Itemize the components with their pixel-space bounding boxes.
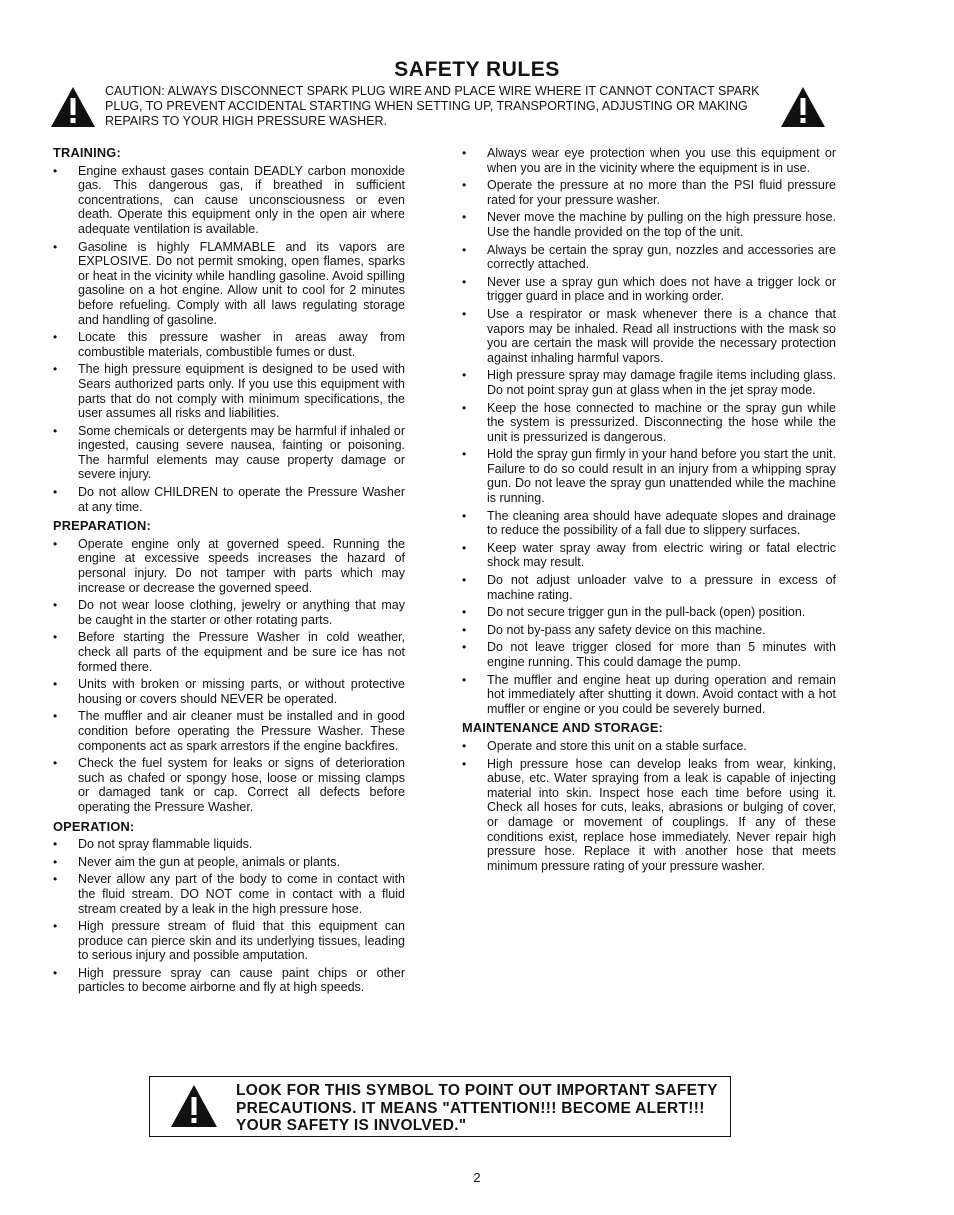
list-item-text: Operate engine only at governed speed. Running the engine at excessive speeds increases the hazard of personal injury. Do not tamper with parts which may increase or decrease the governed speed. <box>78 536 405 595</box>
notice-box <box>149 1076 731 1137</box>
list-item-text: Do not secure trigger gun in the pull-back (open) position. <box>487 605 806 620</box>
list-item <box>53 164 405 237</box>
bullet: • <box>462 178 467 193</box>
list-item <box>462 623 836 638</box>
bullet: • <box>53 919 58 934</box>
preparation-list <box>53 537 405 815</box>
list-item <box>462 640 836 669</box>
list-item <box>53 537 405 595</box>
bullet: • <box>462 274 467 289</box>
preparation-section <box>53 519 405 814</box>
list-item <box>462 178 836 207</box>
list-item-text: Do not adjust unloader valve to a pressure in excess of machine rating. <box>487 573 836 602</box>
list-item <box>53 330 405 359</box>
bullet: • <box>53 163 58 178</box>
caution-text: CAUTION: ALWAYS DISCONNECT SPARK PLUG WIRE AND PLACE WIRE WHERE IT CANNOT CONTACT SPARK PLUG, TO PREVENT ACCIDENTAL STARTING WHEN SETTING UP, TRANSPORTING, ADJUSTING OR MAKING REPAIRS TO YOUR HIGH PRESSURE WASHER. <box>105 84 760 128</box>
list-item <box>462 146 836 175</box>
list-item-text: The high pressure equipment is designed to be used with Sears authorized parts only. If you use this equipment with parts that do not comply with minimum specifications, the user assumes all risks and liabilities. <box>78 362 405 421</box>
warning-triangle-icon <box>170 1084 218 1128</box>
bullet: • <box>462 573 467 588</box>
list-item-text: Units with broken or missing parts, or without protective housing or covers should NEVER be operated. <box>78 677 405 706</box>
operation-continued-list <box>462 146 836 716</box>
maintenance-list <box>462 739 836 873</box>
list-item-text: The cleaning area should have adequate slopes and drainage to reduce the possibility of a fall due to slippery surfaces. <box>487 508 836 538</box>
bullet: • <box>462 672 467 687</box>
bullet: • <box>53 536 58 551</box>
bullet: • <box>462 605 467 620</box>
list-item-text: Engine exhaust gases contain DEADLY carbon monoxide gas. This dangerous gas, if breathed in sufficient concentrations, can cause unconsciousness or even death. Operate this equipment only in the open air where adequate ventilation is available. <box>78 163 405 236</box>
bullet: • <box>53 709 58 724</box>
list-item-text: The muffler and air cleaner must be installed and in good condition before operating the Pressure Washer. These components act as spark arrestors if the engine backfires. <box>78 709 405 753</box>
list-item-text: Never use a spray gun which does not have a trigger lock or trigger guard in place and in working order. <box>487 274 836 304</box>
list-item <box>462 673 836 717</box>
list-item-text: Never move the machine by pulling on the high pressure hose. Use the handle provided on the top of the unit. <box>487 210 836 239</box>
left-column <box>53 146 405 1000</box>
list-item-text: High pressure stream of fluid that this equipment can produce can pierce skin and its underlying tissues, leading to serious injury and possible amputation. <box>78 919 405 963</box>
list-item <box>462 210 836 239</box>
bullet: • <box>462 146 467 160</box>
warning-triangle-icon <box>780 86 826 128</box>
page-title: SAFETY RULES <box>394 58 560 81</box>
list-item-text: Use a respirator or mask whenever there is a chance that vapors may be inhaled. Read all instructions with the mask so you are certain the mask will provide the necessary protection against inhaling harmful vapors. <box>487 306 836 365</box>
list-item-text: Always be certain the spray gun, nozzles and accessories are correctly attached. <box>487 242 836 272</box>
bullet: • <box>53 630 58 645</box>
list-item <box>462 509 836 538</box>
maintenance-section <box>462 721 836 873</box>
bullet: • <box>53 872 58 887</box>
list-item-text: Gasoline is highly FLAMMABLE and its vapors are EXPLOSIVE. Do not permit smoking, open flames, sparks or heat in the vicinity while handling gasoline. Avoid spilling gasoline on a hot engine. Allow unit to cool for 2 minutes before refueling. Comply with all laws regulating storage and handling of gasoline. <box>78 239 405 327</box>
list-item-text: Do not by-pass any safety device on this machine. <box>487 622 766 637</box>
bullet: • <box>53 837 58 852</box>
bullet: • <box>462 400 467 415</box>
bullet: • <box>53 677 58 692</box>
bullet: • <box>462 242 467 257</box>
operation-heading: OPERATION: <box>53 818 135 834</box>
bullet: • <box>462 540 467 555</box>
list-item <box>53 966 405 995</box>
list-item-text: High pressure spray may damage fragile items including glass. Do not point spray gun at glass when in the jet spray mode. <box>487 368 836 397</box>
bullet: • <box>462 447 467 462</box>
list-item <box>53 485 405 514</box>
list-item-text: Hold the spray gun firmly in your hand before you start the unit. Failure to do so could result in an injury from a whipping spray gun. Do not leave the spray gun unattended while the machine is running. <box>487 447 836 506</box>
bullet: • <box>462 368 467 383</box>
list-item <box>462 243 836 272</box>
bullet: • <box>462 738 467 753</box>
list-item-text: Before starting the Pressure Washer in cold weather, check all parts of the equipment and be sure ice has not formed there. <box>78 630 405 674</box>
list-item <box>462 573 836 602</box>
list-item <box>53 362 405 420</box>
bullet: • <box>53 756 58 771</box>
list-item <box>462 605 836 620</box>
warning-triangle-icon <box>50 86 96 128</box>
list-item <box>53 837 405 852</box>
list-item <box>53 709 405 753</box>
list-item <box>462 541 836 570</box>
bullet: • <box>53 854 58 869</box>
bullet: • <box>53 330 58 345</box>
list-item <box>462 739 836 754</box>
list-item-text: Never aim the gun at people, animals or plants. <box>78 854 340 869</box>
bullet: • <box>462 756 467 771</box>
right-column <box>462 146 836 878</box>
list-item-text: Locate this pressure washer in areas away from combustible materials, combustible fumes or dust. <box>78 330 405 359</box>
list-item <box>53 630 405 674</box>
notice-text: LOOK FOR THIS SYMBOL TO POINT OUT IMPORTANT SAFETY PRECAUTIONS. IT MEANS "ATTENTION!!! BECOME ALERT!!! YOUR SAFETY IS INVOLVED." <box>236 1082 718 1134</box>
list-item <box>462 368 836 397</box>
training-list <box>53 164 405 515</box>
bullet: • <box>53 423 58 438</box>
bullet: • <box>53 598 58 613</box>
page-number: 2 <box>473 1170 481 1185</box>
operation-section <box>53 820 405 996</box>
list-item-text: Do not allow CHILDREN to operate the Pressure Washer at any time. <box>78 485 405 514</box>
list-item-text: The muffler and engine heat up during operation and remain hot immediately after shutting it down. Avoid contact with a hot muffler or engine or you could be severely burned. <box>487 672 836 716</box>
training-section <box>53 146 405 514</box>
list-item <box>53 677 405 706</box>
bullet: • <box>462 508 467 523</box>
list-item-text: High pressure spray can cause paint chips or other particles to become airborne and fly at high speeds. <box>78 965 405 995</box>
bullet: • <box>462 306 467 321</box>
list-item-text: Always wear eye protection when you use this equipment or when you are in the vicinity where the equipment is in use. <box>487 146 836 175</box>
list-item <box>53 919 405 963</box>
list-item <box>462 447 836 505</box>
list-item <box>462 307 836 365</box>
list-item-text: Never allow any part of the body to come in contact with the fluid stream. DO NOT come in contact with a fluid stream created by a leak in the high pressure hose. <box>78 872 405 916</box>
list-item <box>53 872 405 916</box>
list-item <box>462 401 836 445</box>
list-item <box>53 598 405 627</box>
list-item <box>53 756 405 814</box>
list-item-text: Some chemicals or detergents may be harmful if inhaled or ingested, causing severe nausea, fainting or poisoning. The harmful elements may cause property damage or severe injury. <box>78 423 405 482</box>
list-item <box>53 424 405 482</box>
bullet: • <box>53 485 58 500</box>
maintenance-heading: MAINTENANCE AND STORAGE: <box>462 720 664 736</box>
list-item <box>53 240 405 328</box>
training-heading: TRAINING: <box>53 145 121 160</box>
operation-list <box>53 837 405 995</box>
bullet: • <box>53 965 58 980</box>
list-item <box>53 855 405 870</box>
list-item-text: Do not leave trigger closed for more than 5 minutes with engine running. This could damage the pump. <box>487 640 836 669</box>
list-item-text: Check the fuel system for leaks or signs of deterioration such as chafed or spongy hose, loose or missing clamps or damaged tank or cap. Correct all defects before operating the Pressure Washer. <box>78 756 405 814</box>
list-item <box>462 757 836 874</box>
operation-continued-section <box>462 146 836 716</box>
bullet: • <box>53 239 58 254</box>
bullet: • <box>462 210 467 225</box>
list-item-text: Operate the pressure at no more than the PSI fluid pressure rated for your pressure washer. <box>487 178 836 207</box>
list-item-text: Keep the hose connected to machine or the spray gun while the system is pressurized. Disconnecting the hose while the unit is pressurized is dangerous. <box>487 400 836 444</box>
preparation-heading: PREPARATION: <box>53 518 151 534</box>
bullet: • <box>462 622 467 637</box>
list-item-text: Do not spray flammable liquids. <box>78 837 253 852</box>
list-item-text: Operate and store this unit on a stable surface. <box>487 738 747 753</box>
bullet: • <box>462 640 467 655</box>
list-item <box>462 275 836 304</box>
list-item-text: Do not wear loose clothing, jewelry or anything that may be caught in the starter or other rotating parts. <box>78 598 405 627</box>
bullet: • <box>53 362 58 377</box>
list-item-text: High pressure hose can develop leaks from wear, kinking, abuse, etc. Water spraying from a leak is capable of injecting material into skin. Inspect hose each time before using it. Check all hoses for cuts, leaks, abrasions or bulging of cover, or damage or movement of couplings. If any of these conditions exist, replace hose immediately. Never repair high pressure hose. Replace it with another hose that meets minimum pressure rating of your pressure washer. <box>487 756 836 873</box>
list-item-text: Keep water spray away from electric wiring or fatal electric shock may result. <box>487 540 836 570</box>
